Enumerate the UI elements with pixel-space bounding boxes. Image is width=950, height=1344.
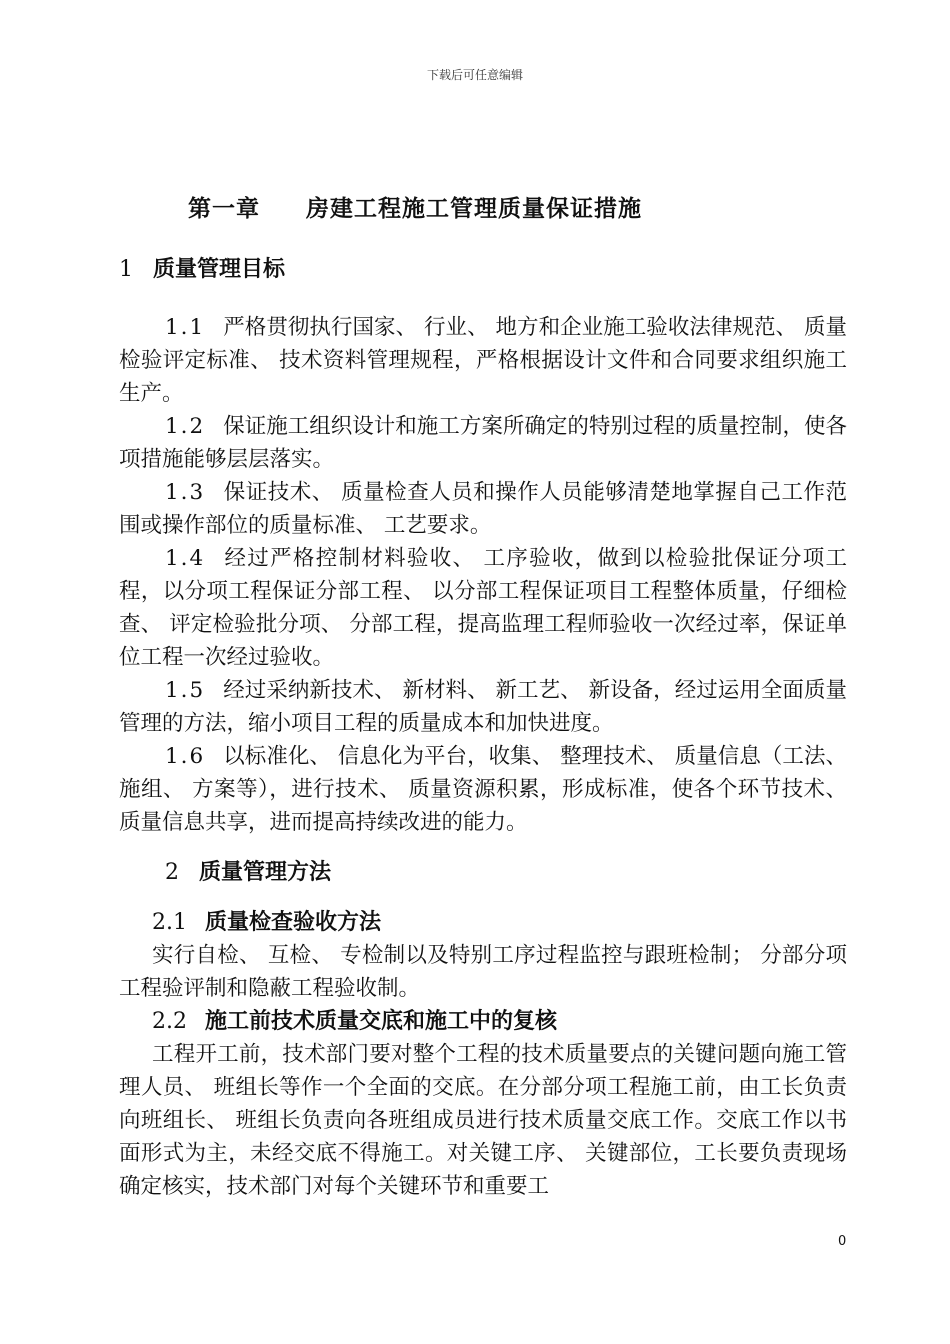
subsection-number: 2.2 — [152, 1009, 187, 1034]
page-number: 0 — [838, 1234, 847, 1249]
paragraph — [119, 674, 847, 740]
paragraph-text: 以标准化、 信息化为平台，收集、 整理技术、 质量信息（工法、 施组、 方案等），进行技术、 质量资源积累，形成标准，使各个环节技术、 质量信息共享，进而提高持续改进的能力。 — [119, 744, 847, 835]
subsection-heading — [119, 1005, 847, 1038]
item-number: 1.6 — [165, 744, 206, 769]
section-title: 质量管理目标 — [153, 257, 286, 282]
page-header: 下载后可任意编辑 — [426, 68, 523, 82]
section-title: 质量管理方法 — [199, 860, 332, 885]
paragraph-text: 经过严格控制材料验收、 工序验收，做到以检验批保证分项工程，以分项工程保证分部工程、 以分部工程保证项目工程整体质量，仔细检查、 评定检验批分项、 分部工程，提高监理工程师验收一次经过率，保证单位工程一次经过验收。 — [119, 546, 847, 670]
section-heading-1 — [119, 252, 285, 283]
chapter-heading — [188, 190, 642, 223]
paragraph-text: 经过采纳新技术、 新材料、 新工艺、 新设备，经过运用全面质量管理的方法，缩小项目工程的质量成本和加快进度。 — [119, 678, 847, 736]
section-2-body — [119, 906, 847, 1203]
section-number: 2 — [165, 860, 179, 885]
paragraph: 工程开工前，技术部门要对整个工程的技术质量要点的关键问题向施工管理人员、 班组长等作一个全面的交底。在分部分项工程施工前，由工长负责向班组长、 班组长负责向各班组成员进行技术质量交底工作。交底工作以书面形式为主，未经交底不得施工。对关键工序、 关键部位，工长要负责现场确定核实，技术部门对每个关键环节和重要工 — [119, 1042, 847, 1199]
subsection-title: 施工前技术质量交底和施工中的复核 — [205, 1009, 558, 1034]
chapter-label: 第一章 — [188, 196, 260, 222]
paragraph — [119, 542, 847, 674]
section-heading-2 — [165, 855, 331, 886]
paragraph-text: 保证技术、 质量检查人员和操作人员能够清楚地掌握自己工作范围或操作部位的质量标准、 工艺要求。 — [119, 480, 847, 538]
paragraph — [119, 410, 847, 476]
item-number: 1.1 — [165, 315, 206, 340]
item-number: 1.4 — [165, 546, 206, 571]
chapter-title: 房建工程施工管理质量保证措施 — [306, 196, 642, 222]
section-number: 1 — [119, 257, 133, 282]
subsection-heading — [119, 906, 847, 939]
subsection-title: 质量检查验收方法 — [205, 910, 382, 935]
paragraph — [119, 476, 847, 542]
subsection-number: 2.1 — [152, 910, 187, 935]
paragraph: 实行自检、 互检、 专检制以及特别工序过程监控与跟班检制； 分部分项工程验评制和隐蔽工程验收制。 — [119, 943, 847, 1001]
item-number: 1.3 — [165, 480, 206, 505]
paragraph — [119, 311, 847, 410]
item-number: 1.2 — [165, 414, 206, 439]
item-number: 1.5 — [165, 678, 206, 703]
section-1-body — [119, 311, 847, 839]
paragraph-text: 保证施工组织设计和施工方案所确定的特别过程的质量控制，使各项措施能够层层落实。 — [119, 414, 847, 472]
paragraph — [119, 740, 847, 839]
paragraph-text: 严格贯彻执行国家、 行业、 地方和企业施工验收法律规范、 质量检验评定标准、 技术资料管理规程，严格根据设计文件和合同要求组织施工生产。 — [119, 315, 847, 406]
